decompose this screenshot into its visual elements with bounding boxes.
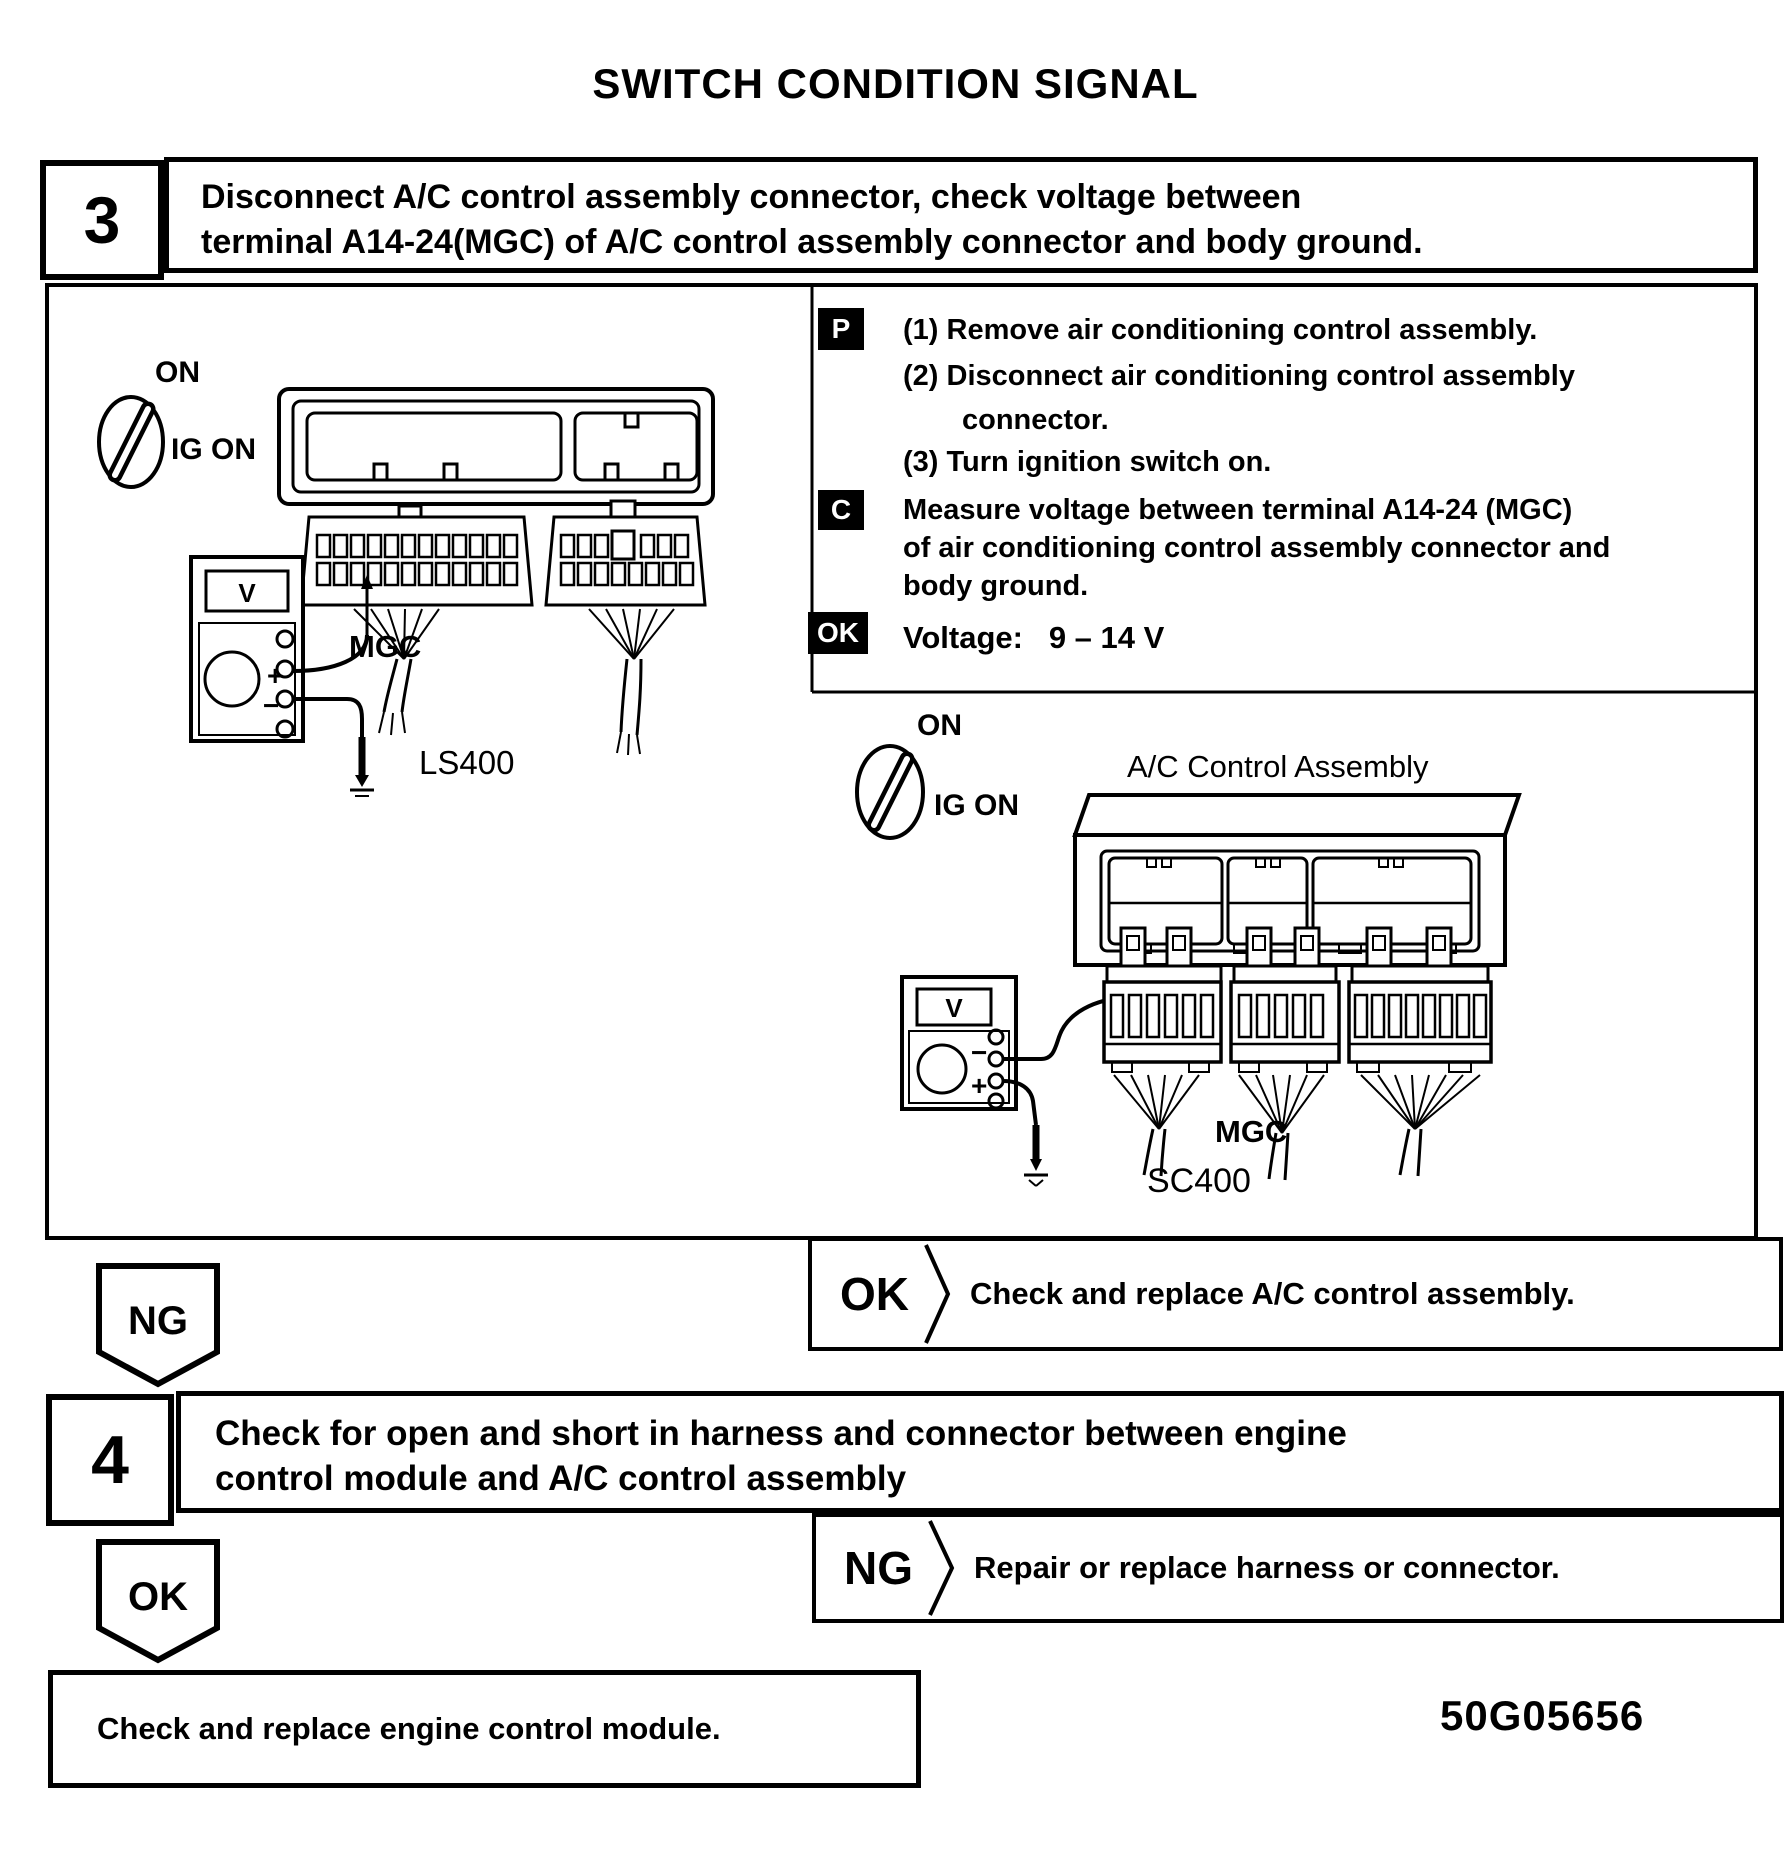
wire-bundle	[1114, 1075, 1199, 1176]
voltmeter-plus-label: +	[971, 1070, 988, 1101]
step-4-number: 4	[91, 1422, 129, 1498]
sc400-terminal-label: MGC	[1215, 1114, 1288, 1149]
sc400-model-label: SC400	[1147, 1162, 1251, 1200]
prepare-step-3: (3) Turn ignition switch on.	[903, 446, 1272, 478]
ground-icon	[350, 737, 374, 796]
voltmeter-minus-label: −	[263, 690, 280, 721]
step-4-number-box	[46, 1394, 174, 1526]
ok-result-label: OK	[840, 1268, 909, 1320]
voltmeter-v-label: V	[945, 993, 963, 1023]
sc400-assembly-label: A/C Control Assembly	[1127, 749, 1429, 784]
ok-result-row	[808, 1237, 1783, 1351]
ok-pointer-flag	[95, 1538, 221, 1664]
ignition-ig-on-label: IG ON	[934, 789, 1020, 822]
page-title: SWITCH CONDITION SIGNAL	[592, 60, 1199, 107]
ignition-on-label: ON	[917, 709, 962, 742]
step-4-instruction-line2: control module and A/C control assembly	[215, 1459, 907, 1498]
check-line-1: Measure voltage between terminal A14-24 (MGC)	[903, 494, 1573, 526]
step-3-instruction-box	[164, 157, 1758, 273]
step-3-instruction-line1: Disconnect A/C control assembly connector, check voltage between	[201, 178, 1302, 216]
voltmeter-plus-label: +	[267, 660, 284, 691]
wire-bundle	[589, 609, 674, 755]
ng-pointer-flag	[95, 1262, 221, 1388]
voltmeter-v-label: V	[238, 578, 256, 608]
final-result-box	[48, 1670, 921, 1788]
check-badge: C	[818, 490, 864, 530]
test-lead-wires	[293, 575, 374, 796]
ls400-diagram	[99, 356, 713, 796]
prepare-badge: P	[818, 308, 864, 350]
ok-pointer-label: OK	[128, 1575, 188, 1619]
voltage-spec: Voltage: 9 – 14 V	[903, 620, 1165, 655]
diagram-artwork	[49, 287, 1754, 1236]
step-3-diagram-box	[45, 283, 1758, 1240]
figure-code: 50G05656	[1440, 1692, 1645, 1739]
ng-result-label: NG	[844, 1542, 913, 1594]
connector-icon	[301, 506, 532, 605]
ok-badge: OK	[808, 612, 868, 654]
ls400-model-label: LS400	[419, 744, 515, 781]
step-4-instruction-box	[176, 1391, 1784, 1513]
ls400-control-assembly-unit	[279, 389, 713, 504]
wire-bundle	[1361, 1075, 1480, 1176]
check-line-2: of air conditioning control assembly connector and	[903, 532, 1611, 564]
connector-icon	[546, 501, 705, 605]
sc400-diagram	[857, 709, 1519, 1200]
step-3-instruction-line2: terminal A14-24(MGC) of A/C control assembly connector and body ground.	[201, 223, 1423, 261]
ng-pointer-label: NG	[128, 1299, 188, 1343]
chevron-right-icon	[926, 1519, 956, 1617]
step-4-instruction-line1: Check for open and short in harness and connector between engine	[215, 1414, 1347, 1453]
final-result-text: Check and replace engine control module.	[97, 1711, 721, 1746]
ignition-ig-on-label: IG ON	[171, 433, 257, 466]
ignition-key-icon	[99, 397, 163, 487]
ground-icon	[1024, 1125, 1048, 1186]
ng-result-text: Repair or replace harness or connector.	[974, 1550, 1560, 1585]
ignition-on-label: ON	[155, 356, 200, 389]
voltmeter-icon	[191, 557, 303, 741]
chevron-right-icon	[922, 1243, 952, 1345]
prepare-step-2: (2) Disconnect air conditioning control assembly	[903, 360, 1575, 392]
voltmeter-icon	[902, 977, 1016, 1109]
check-line-3: body ground.	[903, 570, 1089, 602]
step-3-number: 3	[83, 183, 121, 257]
ok-result-text: Check and replace A/C control assembly.	[970, 1276, 1575, 1311]
ignition-key-icon	[857, 746, 923, 838]
ng-result-row	[812, 1513, 1784, 1623]
voltmeter-minus-label: −	[971, 1037, 988, 1068]
ls400-terminal-label: MGC	[349, 629, 422, 664]
prepare-step-1: (1) Remove air conditioning control assembly.	[903, 314, 1538, 346]
prepare-step-2-cont: connector.	[962, 404, 1109, 436]
step-3-number-box	[40, 160, 164, 280]
